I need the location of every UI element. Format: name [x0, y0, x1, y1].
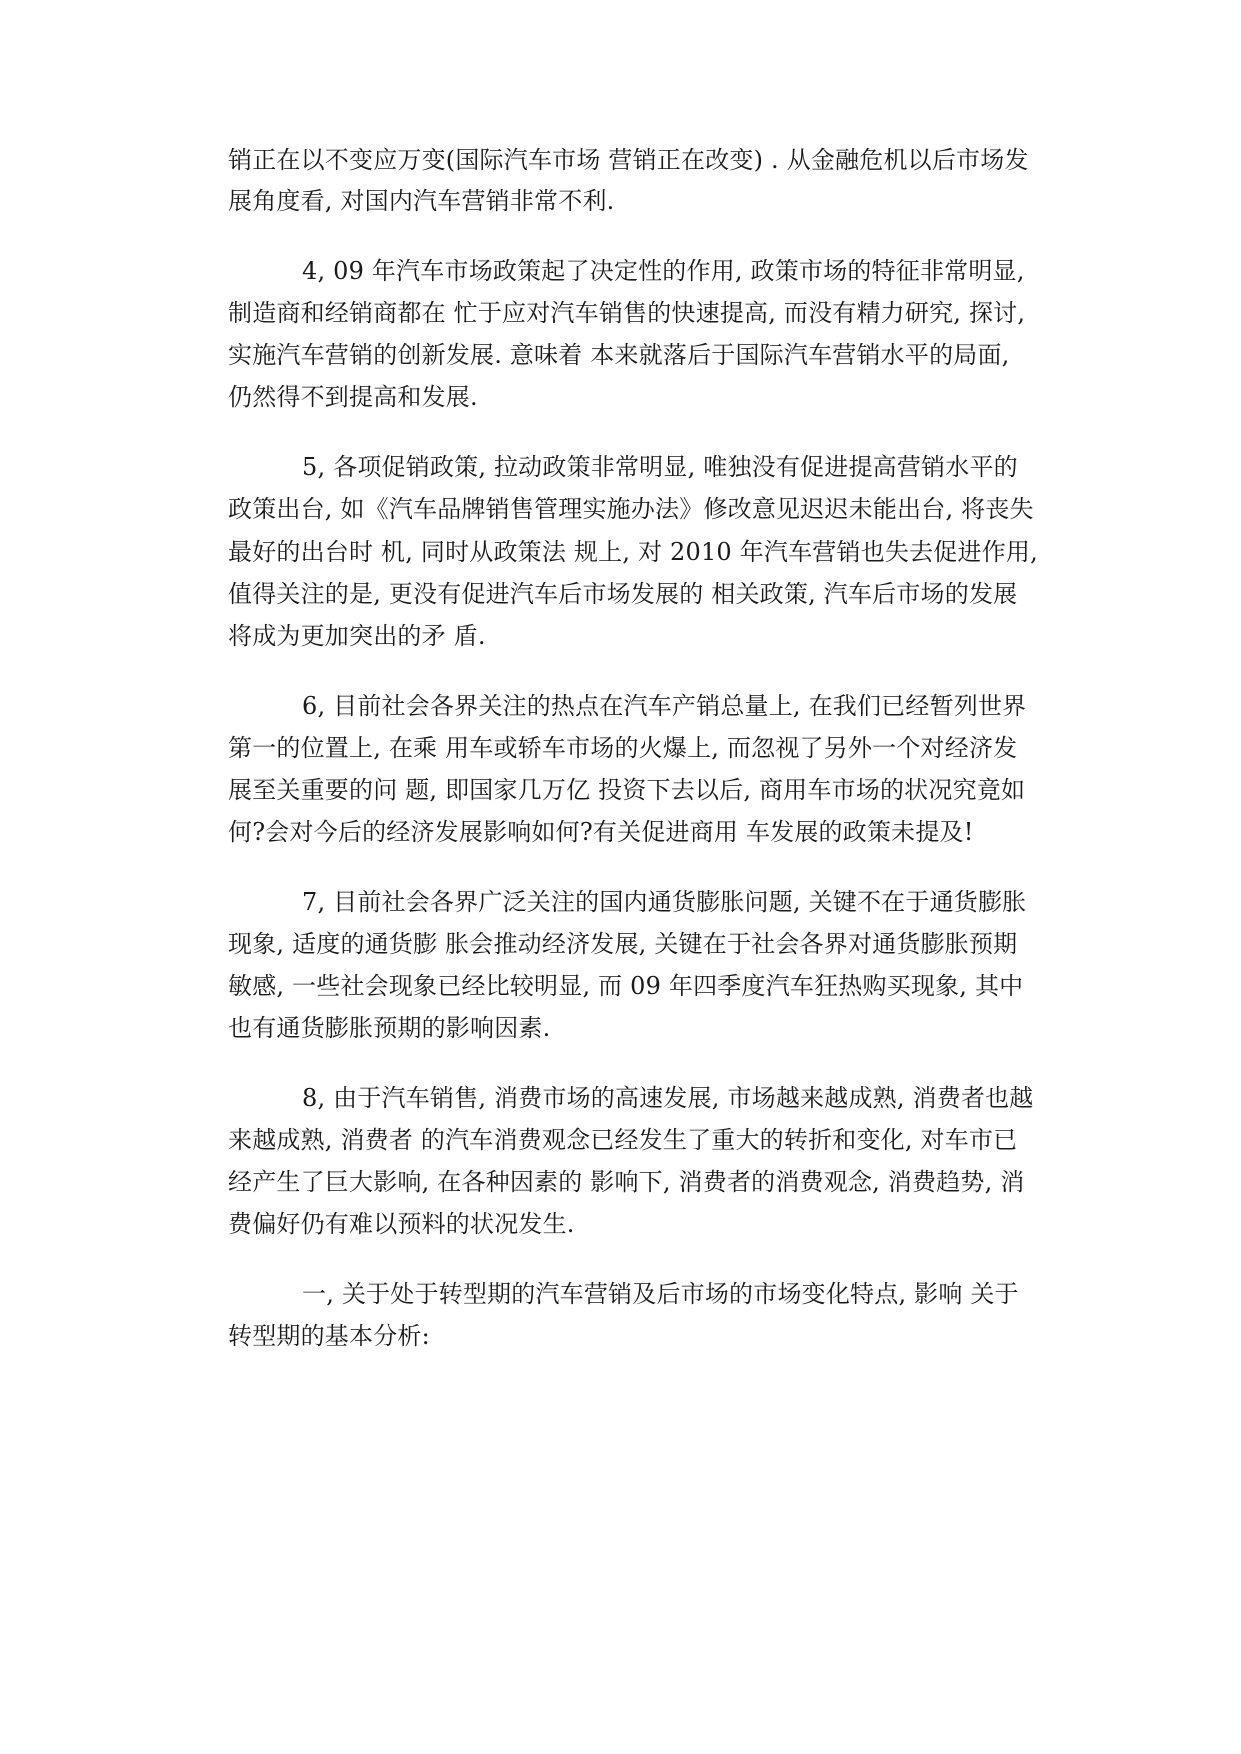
paragraph-2-line-1: 政策出台, 如《汽车品牌销售管理实施办法》修改意见迟迟未能出台, 将丧失 — [228, 495, 1034, 523]
paragraph-2-line-0: 5, 各项促销政策, 拉动政策非常明显, 唯独没有促进提高营销水平的 — [302, 453, 1018, 481]
paragraph-5-line-1: 来越成熟, 消费者 的汽车消费观念已经发生了重大的转折和变化, 对车市已 — [228, 1126, 1018, 1154]
paragraph-1-line-3: 仍然得不到提高和发展. — [228, 383, 478, 411]
paragraph-2-line-3: 值得关注的是, 更没有促进汽车后市场发展的 相关政策, 汽车后市场的发展 — [228, 580, 1018, 608]
paragraph-0-line-0: 销正在以不变应万变(国际汽车市场 营销正在改变) . 从金融危机以后市场发 — [228, 146, 1029, 174]
paragraph-1-line-2: 实施汽车营销的创新发展. 意味着 本来就落后于国际汽车营销水平的局面, — [228, 341, 1010, 369]
paragraph-4-line-0: 7, 目前社会各界广泛关注的国内通货膨胀问题, 关键不在于通货膨胀 — [302, 888, 1027, 916]
paragraph-6-line-0: 一, 关于处于转型期的汽车营销及后市场的市场变化特点, 影响 关于 — [302, 1280, 1019, 1308]
paragraph-3-line-0: 6, 目前社会各界关注的热点在汽车产销总量上, 在我们已经暂列世界 — [302, 692, 1027, 720]
paragraph-1-line-1: 制造商和经销商都在 忙于应对汽车销售的快速提高, 而没有精力研究, 探讨, — [228, 299, 1026, 327]
paragraph-2-line-4: 将成为更加突出的矛 盾. — [228, 622, 486, 650]
paragraph-5-line-0: 8, 由于汽车销售, 消费市场的高速发展, 市场越来越成熟, 消费者也越 — [302, 1084, 1034, 1112]
paragraph-1-line-0: 4, 09 年汽车市场政策起了决定性的作用, 政策市场的特征非常明显, — [302, 257, 1025, 285]
paragraph-5-line-2: 经产生了巨大影响, 在各种因素的 影响下, 消费者的消费观念, 消费趋势, 消 — [228, 1168, 1025, 1196]
paragraph-0-line-1: 展角度看, 对国内汽车营销非常不利. — [228, 187, 615, 215]
paragraph-3-line-1: 第一的位置上, 在乘 用车或轿车市场的火爆上, 而忽视了另外一个对经济发 — [228, 734, 1018, 762]
paragraph-3-line-2: 展至关重要的问 题, 即国家几万亿 投资下去以后, 商用车市场的状况究竟如 — [228, 776, 1026, 804]
paragraph-5-line-3: 费偏好仍有难以预料的状况发生. — [228, 1210, 575, 1238]
paragraph-6-line-1: 转型期的基本分析: — [228, 1322, 430, 1350]
paragraph-3-line-3: 何?会对今后的经济发展影响如何?有关促进商用 车发展的政策未提及! — [228, 818, 974, 846]
paragraph-4-line-2: 敏感, 一些社会现象已经比较明显, 而 09 年四季度汽车狂热购买现象, 其中 — [228, 972, 1024, 1000]
paragraph-2-line-2: 最好的出台时 机, 同时从政策法 规上, 对 2010 年汽车营销也失去促进作用, — [228, 538, 1038, 566]
paragraph-4-line-3: 也有通货膨胀预期的影响因素. — [228, 1014, 551, 1042]
paragraph-4-line-1: 现象, 适度的通货膨 胀会推动经济发展, 关键在于社会各界对通货膨胀预期 — [228, 930, 1018, 958]
